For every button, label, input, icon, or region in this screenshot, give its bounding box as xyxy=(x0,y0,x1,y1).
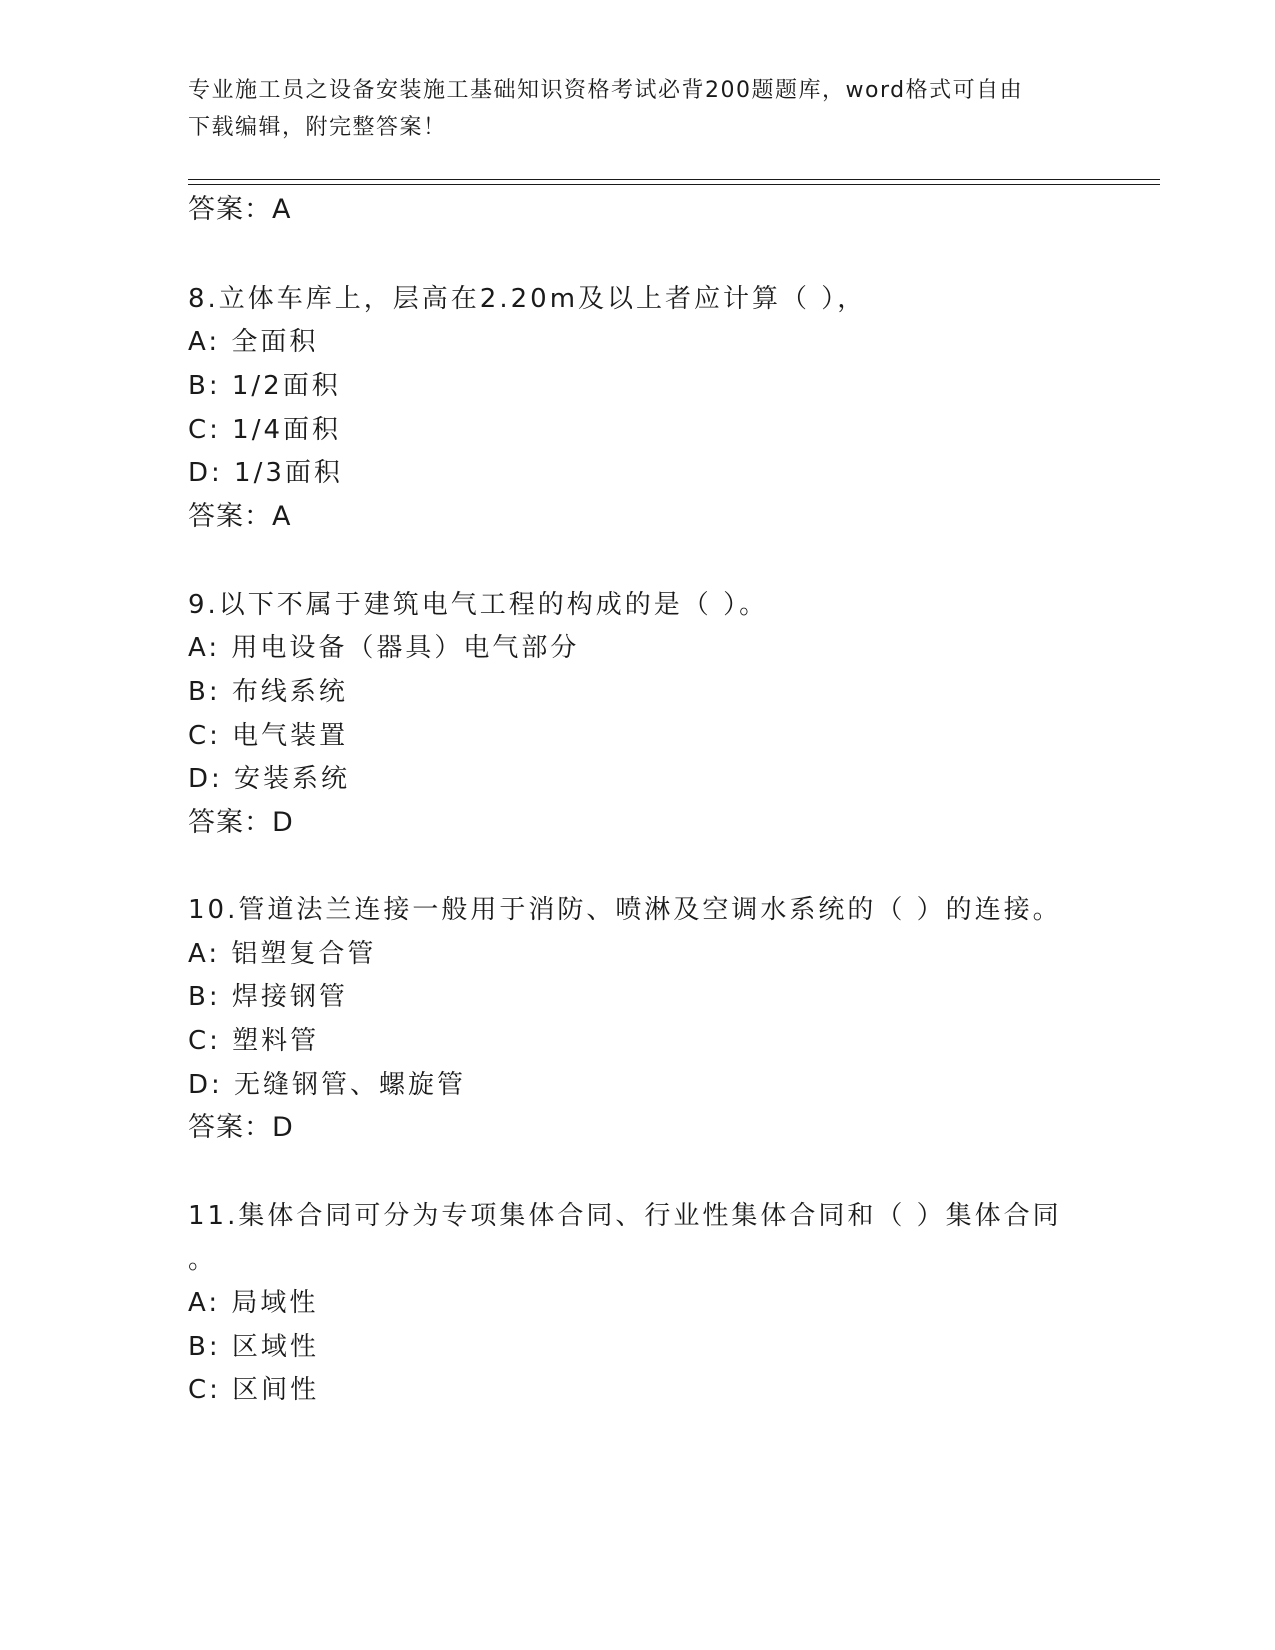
header-line-1: 专业施工员之设备安装施工基础知识资格考试必背200题题库，word格式可自由 xyxy=(188,78,1024,103)
option-d: D: 无缝钢管、螺旋管 xyxy=(188,1070,467,1100)
option-b: B: 布线系统 xyxy=(188,677,348,707)
option-b: B: 焊接钢管 xyxy=(188,982,348,1012)
header-divider-top xyxy=(188,179,1160,180)
header-line-2: 下载编辑，附完整答案！ xyxy=(188,115,447,140)
header-divider-bottom xyxy=(188,184,1160,185)
option-c: C: 电气装置 xyxy=(188,721,349,751)
document-header xyxy=(188,72,1088,146)
option-c: C: 塑料管 xyxy=(188,1026,320,1056)
answer-line: 答案：A xyxy=(188,501,292,532)
option-c: C: 1/4面积 xyxy=(188,415,342,445)
option-d: D: 安装系统 xyxy=(188,764,351,794)
question-stem: 10.管道法兰连接一般用于消防、喷淋及空调水系统的（ ）的连接。 xyxy=(188,895,1062,925)
option-a: A: 用电设备（器具）电气部分 xyxy=(188,633,580,663)
answer-line: 答案：D xyxy=(188,1112,294,1143)
option-b: B: 1/2面积 xyxy=(188,371,341,401)
question-stem-continuation: 。 xyxy=(188,1245,218,1275)
option-b: B: 区域性 xyxy=(188,1332,319,1362)
option-a: A: 局域性 xyxy=(188,1288,319,1318)
option-d: D: 1/3面积 xyxy=(188,458,343,488)
option-a: A: 铝塑复合管 xyxy=(188,939,377,969)
question-stem: 8.立体车库上，层高在2.20m及以上者应计算（ ）， xyxy=(188,284,867,314)
answer-line: 答案：D xyxy=(188,807,294,838)
option-a: A: 全面积 xyxy=(188,327,319,357)
question-stem: 9.以下不属于建筑电气工程的构成的是（ ）。 xyxy=(188,590,769,620)
question-stem: 11.集体合同可分为专项集体合同、行业性集体合同和（ ）集体合同 xyxy=(188,1201,1062,1231)
option-c: C: 区间性 xyxy=(188,1375,320,1405)
answer-line: 答案：A xyxy=(188,194,292,225)
